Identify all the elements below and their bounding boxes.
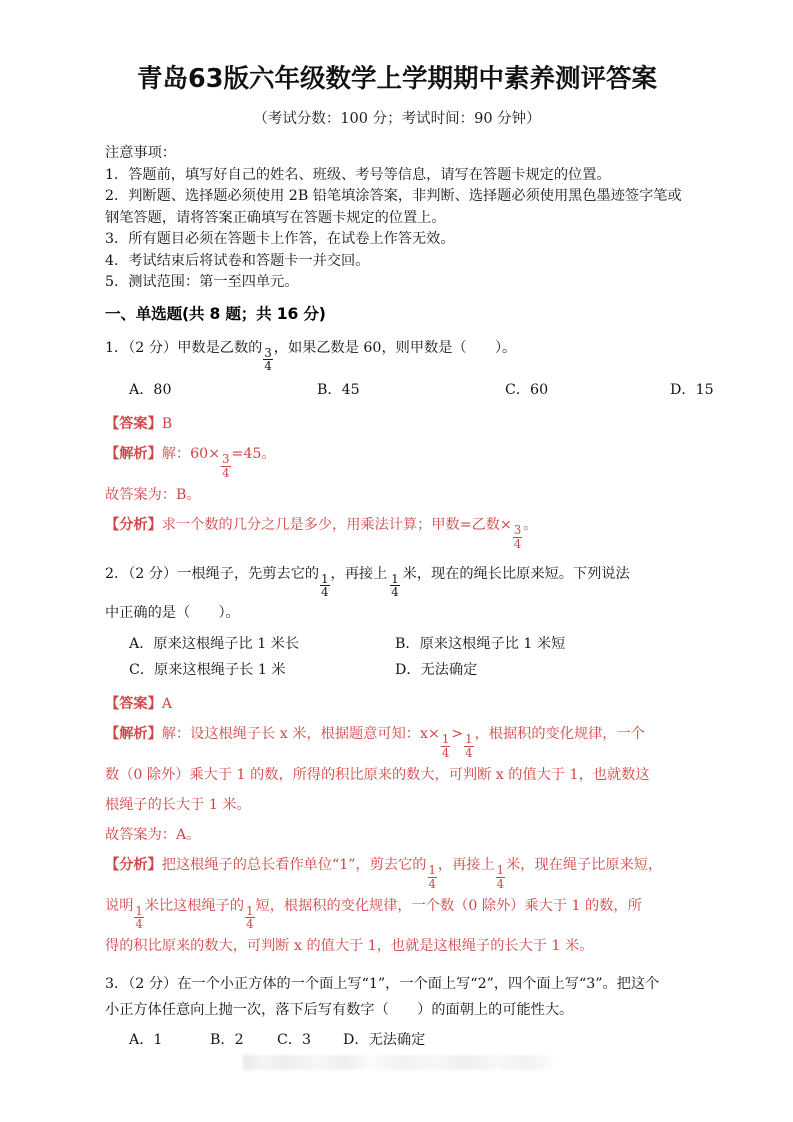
question-3-option-b[interactable]: B．2 [210, 1032, 244, 1049]
question-2-stem-line2: 中正确的是（ ）。 [105, 605, 240, 622]
fraction-one-fourth: $\frac{1}{4}$ [496, 862, 505, 891]
option-row [105, 377, 714, 403]
question-2-conclusion: 故答案为：A。 [105, 826, 201, 843]
question-1-stem-post: ，如果乙数是 60，则甲数是（ ）。 [273, 339, 517, 356]
question-2-explain-line-2: 数（0 除外）乘大于 1 的数，所得的积比原来的数大，可判断 x 的值大于 1，也就数这 [105, 766, 650, 783]
question-2-analysis-p2-post: 短，根据积的变化规律，一个数（0 除外）乘大于 1 的数，所 [255, 897, 642, 914]
question-3-option-d[interactable]: D．无法确定 [343, 1032, 426, 1049]
notice-item-1: 1．答题前，填写好自己的姓名、班级、考号等信息，请写在答题卡规定的位置。 [105, 166, 611, 183]
question-2-stem-pre: 2．（2 分）一根绳子，先剪去它的 [105, 565, 320, 582]
question-2-explain-p1-pre: 解：设这根绳子长 x 米，根据题意可知：x× [161, 726, 440, 743]
analysis-label: 【分析】 [105, 856, 162, 873]
notice-heading: 注意事项： [105, 145, 176, 162]
option-row [105, 631, 689, 657]
page-content [105, 0, 714, 1053]
question-2-analysis-p1-mid: ，再接上 [437, 856, 495, 873]
notice-item-4: 4．考试结束后将试卷和答题卡一并交回。 [105, 252, 370, 269]
fraction-three-fourths: $\frac{3}{4}$ [264, 345, 272, 374]
question-2-options [105, 631, 689, 683]
fraction-one-fourth: $\frac{1}{4}$ [321, 571, 329, 600]
fraction-one-fourth: $\frac{1}{4}$ [441, 732, 450, 761]
notice-item-2: 2．判断题、选择题必须使用 2B 铅笔填涂答案，非判断、选择题必须使用黑色墨迹签字笔或钢笔答题，请将答案正确填写在答题卡规定的位置上。 [105, 188, 682, 226]
question-2-explain-p1-post: ，根据积的变化规律，一个 [474, 726, 645, 743]
question-1-conclusion: 故答案为：B。 [105, 486, 201, 503]
explain-label: 【解析】 [105, 726, 162, 743]
question-3-option-a[interactable]: A．1 [129, 1032, 163, 1049]
fraction-three-fourths: $\frac{3}{4}$ [513, 522, 522, 551]
question-3 [105, 971, 689, 1053]
question-1-analysis-post: 。 [523, 516, 538, 533]
question-1-analysis-pre: 求一个数的几分之几是多少，用乘法计算；甲数=乙数× [161, 516, 512, 533]
bottom-watermark-smudge [243, 1055, 553, 1070]
question-2-analysis-p1-pre: 把这根绳子的总长看作单位“1”，剪去它的 [161, 856, 427, 873]
question-1-option-a[interactable]: A．80 [129, 382, 172, 399]
analysis-label: 【分析】 [105, 516, 162, 533]
question-2-option-a[interactable]: A．原来这根绳子比 1 米长 [129, 636, 300, 653]
question-1-explain-pre: 解：60× [161, 446, 221, 463]
question-1-option-d[interactable]: D．15 [670, 382, 714, 399]
question-2-explanation [105, 689, 689, 961]
question-1-option-b[interactable]: B．45 [317, 382, 360, 399]
fraction-three-fourths: $\frac{3}{4}$ [222, 452, 230, 481]
question-2-option-b[interactable]: B．原来这根绳子比 1 米短 [395, 636, 566, 653]
question-1-stem [105, 335, 689, 374]
question-1 [105, 335, 714, 551]
question-2-stem-mid: ，再接上 [330, 565, 388, 582]
fraction-one-fourth: $\frac{1}{4}$ [428, 862, 436, 891]
question-1-explanation [105, 409, 689, 550]
fraction-one-fourth: $\frac{1}{4}$ [135, 903, 143, 932]
answer-label: 【答案】 [105, 416, 162, 433]
question-2-analysis-p2-pre: 说明 [105, 897, 134, 914]
question-2-analysis-p1-post: 米，现在绳子比原来短， [506, 856, 663, 873]
question-1-answer-line [105, 409, 689, 439]
question-3-option-c[interactable]: C．3 [277, 1032, 312, 1049]
question-2-option-d[interactable]: D．无法确定 [395, 662, 478, 679]
exam-meta-subtitle: （考试分数：100 分；考试时间：90 分钟） [253, 110, 541, 127]
page-title: 青岛63版六年级数学上学期期中素养测评答案 [137, 64, 657, 94]
question-2-analysis-line-1 [105, 850, 689, 891]
explain-label: 【解析】 [105, 446, 162, 463]
notice-item-3: 3．所有题目必须在答题卡上作答，在试卷上作答无效。 [105, 231, 455, 248]
question-2 [105, 561, 689, 962]
notice-item-5: 5．测试范围：第一至四单元。 [105, 274, 299, 291]
section-header-single-choice: 一、单选题(共 8 题；共 16 分) [105, 304, 326, 323]
greater-than-sign: > [451, 726, 464, 743]
question-3-stem-line1: 3．（2 分）在一个小正方体的一个面上写“1”，一个面上写“2”，四个面上写“3”。把这个 [105, 976, 660, 993]
fraction-one-fourth: $\frac{1}{4}$ [465, 732, 473, 761]
question-1-options [105, 377, 714, 403]
question-1-answer-value: B [161, 416, 173, 433]
option-row [105, 657, 689, 683]
question-1-analysis-line [105, 510, 689, 551]
question-2-analysis-line-2 [105, 891, 689, 932]
question-1-option-c[interactable]: C．60 [505, 382, 549, 399]
question-2-stem-post: 米，现在的绳长比原来短。下列说法 [402, 565, 630, 582]
question-3-stem-line2: 小正方体任意向上抛一次，落下后写有数字（ ）的面朝上的可能性大。 [105, 1002, 574, 1019]
question-2-explain-line-3: 根绳子的长大于 1 米。 [105, 796, 251, 813]
question-2-answer-line [105, 689, 689, 719]
fraction-one-fourth: $\frac{1}{4}$ [391, 571, 399, 600]
question-2-option-c[interactable]: C．原来这根绳子长 1 米 [129, 662, 286, 679]
question-2-explain-line-1 [105, 719, 689, 760]
option-row [105, 1027, 689, 1053]
question-2-analysis-p2-mid: 米比这根绳子的 [144, 897, 245, 914]
fraction-one-fourth: $\frac{1}{4}$ [246, 903, 254, 932]
answer-label: 【答案】 [105, 696, 162, 713]
question-1-stem-pre: 1．（2 分）甲数是乙数的 [105, 339, 263, 356]
question-1-explain-post: =45。 [231, 446, 276, 463]
question-2-answer-value: A [161, 696, 173, 713]
question-3-options [105, 1027, 689, 1053]
question-1-explain-line [105, 439, 689, 480]
notice-block [105, 143, 689, 294]
question-2-analysis-line-3: 得的积比原来的数大，可判断 x 的值大于 1，也就是这根绳子的长大于 1 米。 [105, 938, 594, 955]
question-2-stem [105, 561, 689, 600]
